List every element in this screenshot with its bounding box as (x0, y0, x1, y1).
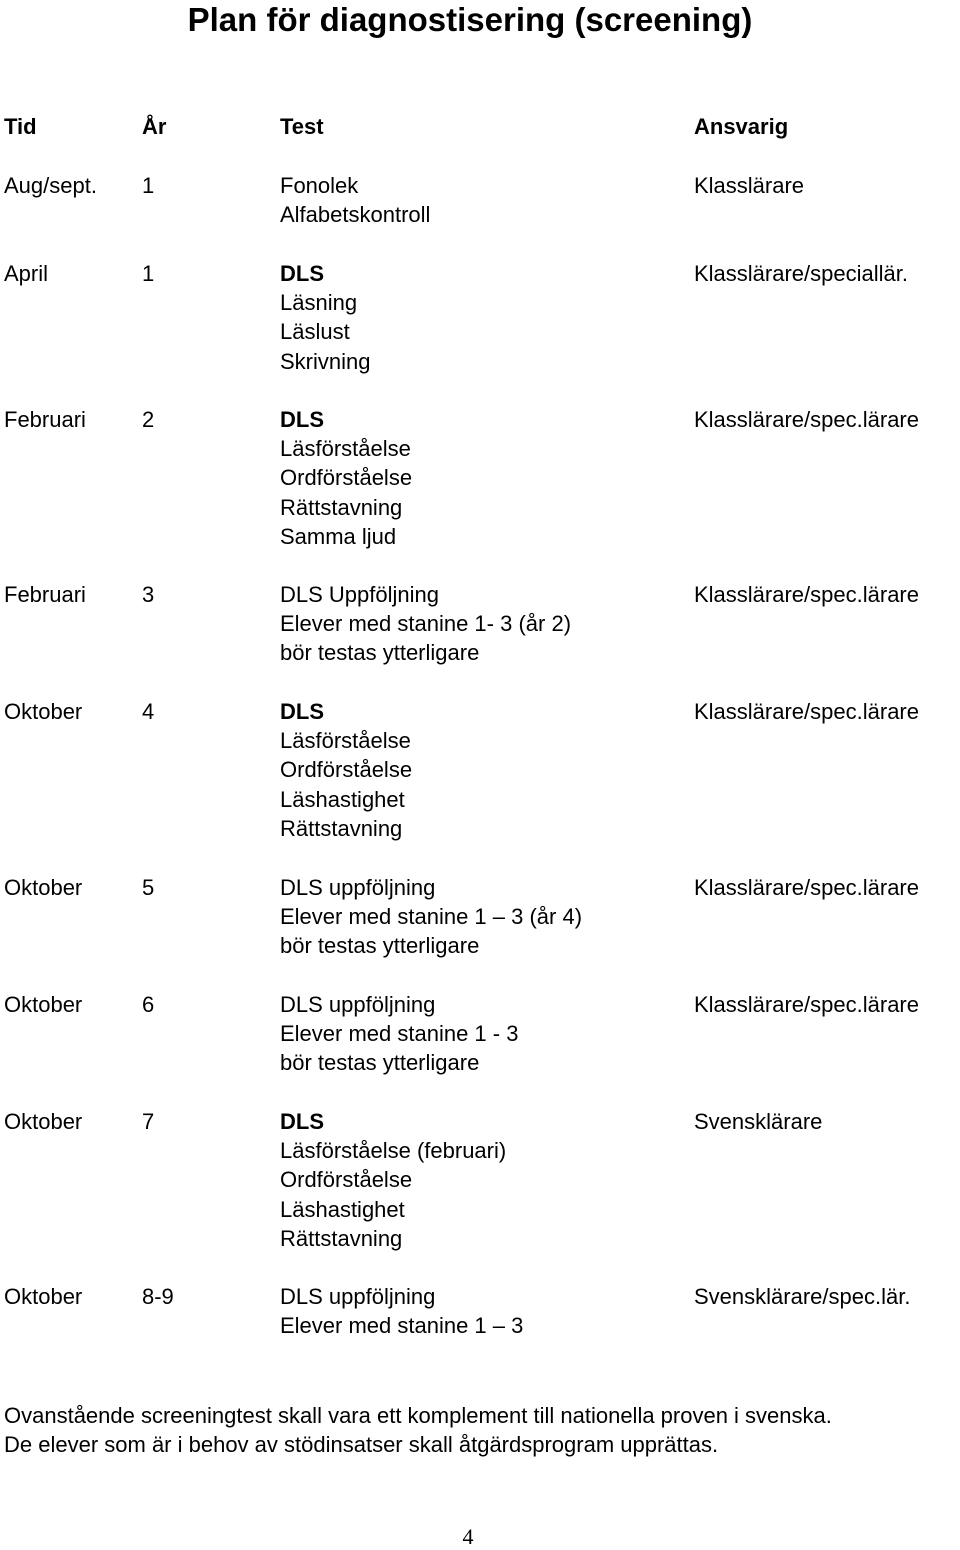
row-tid: April (4, 261, 49, 286)
test-line: DLS (280, 699, 324, 724)
test-line: Ordförståelse (280, 757, 413, 783)
test-line: Elever med stanine 1 – 3 (280, 1313, 524, 1339)
row-ar: 1 (142, 261, 155, 286)
test-line: DLS Uppföljning (280, 582, 439, 607)
row-ansvarig: Klasslärare/speciallär. (694, 261, 908, 286)
test-line: Läsförståelse (februari) (280, 1138, 507, 1164)
row-test (280, 1282, 523, 1340)
row-tid: Oktober (4, 1109, 83, 1134)
test-line: Läslust (280, 319, 350, 345)
row-ar: 1 (142, 173, 155, 198)
row-tid: Aug/sept. (4, 173, 97, 198)
test-line: Läsförståelse (280, 436, 411, 462)
row-test (280, 873, 582, 961)
test-line: DLS uppföljning (280, 992, 436, 1017)
row-ar: 4 (142, 699, 155, 724)
table-header (0, 112, 960, 142)
row-test (280, 405, 412, 551)
test-line: DLS (280, 261, 324, 286)
row-test (280, 580, 571, 668)
page-title: Plan för diagnostisering (screening) (187, 1, 753, 38)
row-test (280, 259, 370, 376)
test-line: Ordförståelse (280, 465, 413, 491)
test-line: Elever med stanine 1- 3 (år 2) (280, 611, 572, 637)
row-test (280, 171, 430, 229)
test-line: Elever med stanine 1 - 3 (280, 1021, 519, 1047)
test-line: Ordförståelse (280, 1167, 413, 1193)
test-line: DLS uppföljning (280, 875, 436, 900)
test-line: Skrivning (280, 348, 371, 374)
row-test (280, 1107, 506, 1253)
row-ar: 3 (142, 582, 155, 607)
test-line: Läshastighet (280, 1196, 405, 1222)
row-ansvarig: Klasslärare/spec.lärare (694, 875, 919, 900)
test-line: Fonolek (280, 173, 359, 198)
row-tid: Februari (4, 582, 86, 607)
row-test (280, 990, 518, 1078)
header-test: Test (280, 114, 324, 139)
row-test (280, 697, 412, 843)
test-line: DLS (280, 407, 324, 432)
header-ansvarig: Ansvarig (694, 114, 789, 139)
row-ansvarig: Klasslärare/spec.lärare (694, 582, 919, 607)
test-line: Läsförståelse (280, 728, 411, 754)
row-ar: 8-9 (142, 1284, 174, 1309)
test-line: Läshastighet (280, 786, 405, 812)
test-line: bör testas ytterligare (280, 933, 480, 959)
row-tid: Oktober (4, 875, 83, 900)
test-line: bör testas ytterligare (280, 640, 480, 666)
row-ansvarig: Klasslärare/spec.lärare (694, 699, 919, 724)
test-line: Rättstavning (280, 1225, 403, 1251)
row-ansvarig: Klasslärare (694, 173, 805, 198)
test-line: Alfabetskontroll (280, 202, 431, 228)
header-ar: År (142, 114, 167, 139)
test-line: Elever med stanine 1 – 3 (år 4) (280, 904, 583, 930)
row-ansvarig: Klasslärare/spec.lärare (694, 992, 919, 1017)
row-ar: 2 (142, 407, 155, 432)
row-ansvarig: Klasslärare/spec.lärare (694, 407, 919, 432)
test-line: Rättstavning (280, 494, 403, 520)
row-ansvarig: Svensklärare/spec.lär. (694, 1284, 911, 1309)
test-line: Läsning (280, 290, 358, 316)
row-ansvarig: Svensklärare (694, 1109, 823, 1134)
row-ar: 6 (142, 992, 155, 1017)
page-number: 4 (462, 1524, 474, 1549)
row-ar: 5 (142, 875, 155, 900)
footer-line-1: Ovanstående screeningtest skall vara ett komplement till nationella proven i svenska. (4, 1403, 832, 1428)
test-line: DLS (280, 1109, 324, 1134)
row-tid: Oktober (4, 699, 83, 724)
row-tid: Oktober (4, 992, 83, 1017)
row-tid: Februari (4, 407, 86, 432)
test-line: Rättstavning (280, 815, 403, 841)
footer-line-2: De elever som är i behov av stödinsatser skall åtgärdsprogram upprättas. (4, 1432, 719, 1458)
test-line: DLS uppföljning (280, 1284, 436, 1309)
row-tid: Oktober (4, 1284, 83, 1309)
header-tid: Tid (4, 114, 37, 139)
test-line: bör testas ytterligare (280, 1050, 480, 1076)
footer-note (4, 1401, 960, 1459)
test-line: Samma ljud (280, 523, 397, 549)
row-ar: 7 (142, 1109, 155, 1134)
